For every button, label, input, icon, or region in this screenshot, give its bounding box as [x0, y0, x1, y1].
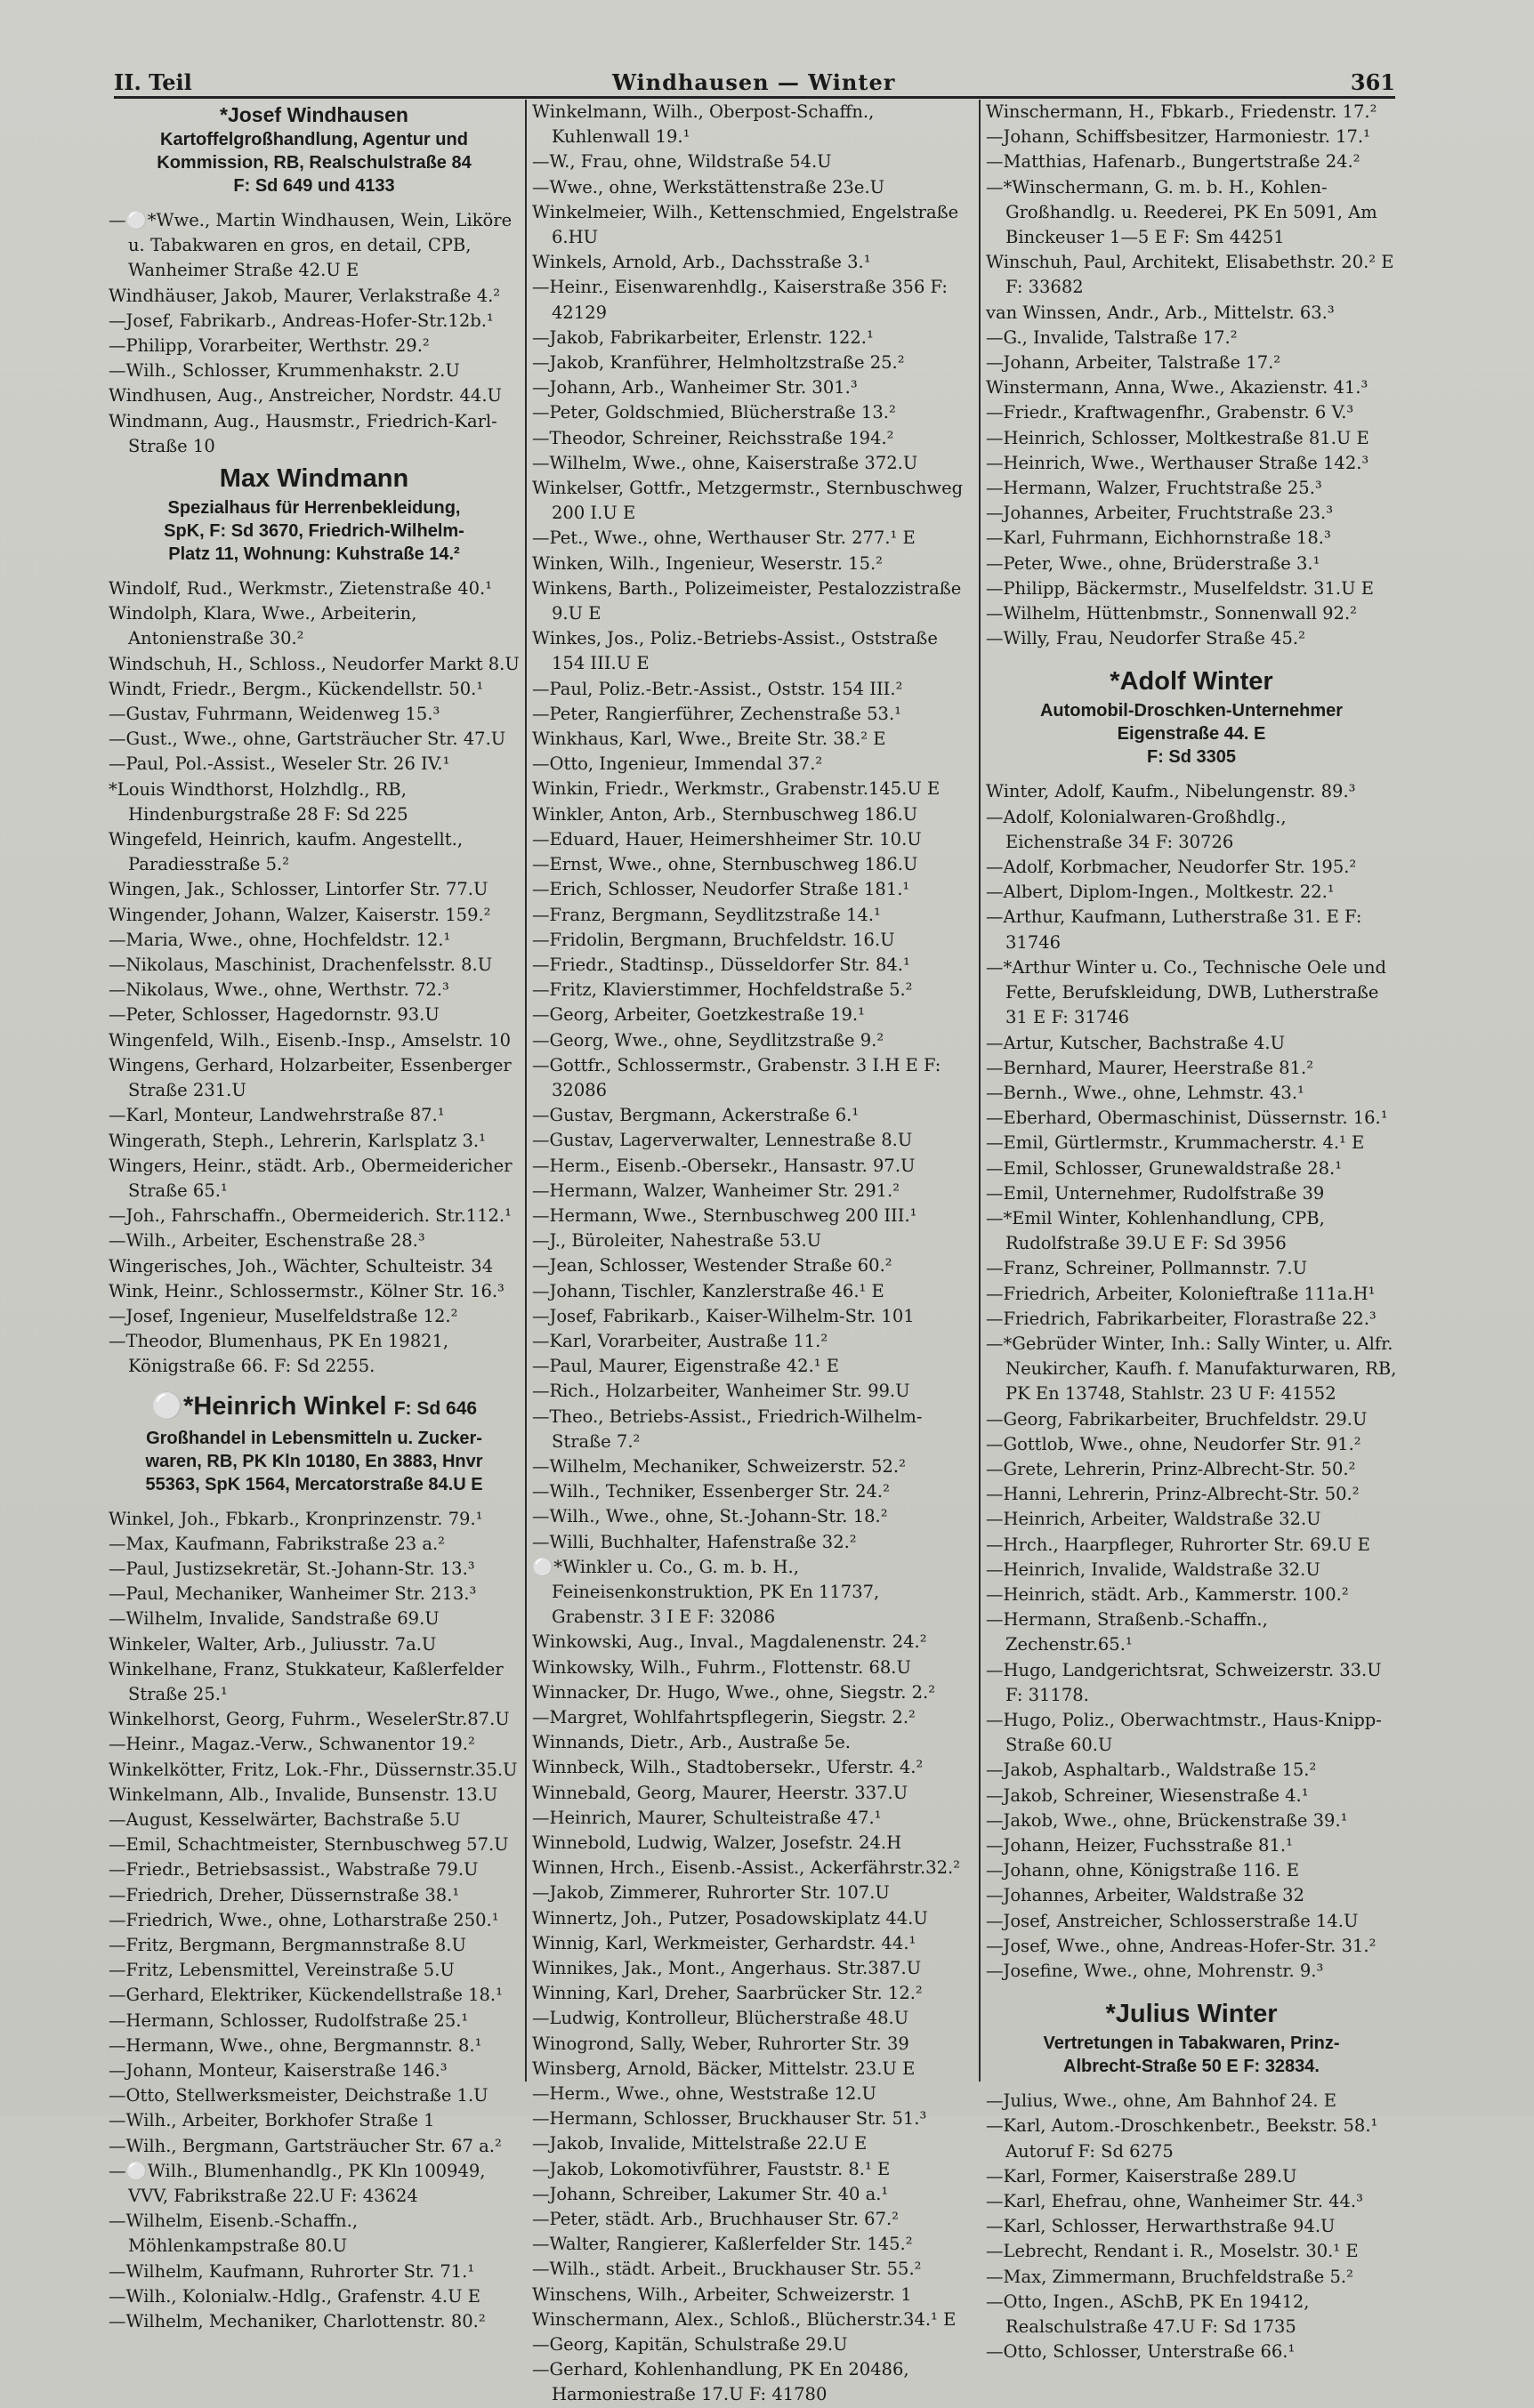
directory-entry: Wingerisches, Joh., Wächter, Schulteistr. 34: [109, 1255, 494, 1276]
directory-entry: —Emil, Schlosser, Grunewaldstraße 28.¹: [986, 1157, 1343, 1179]
directory-entry: —Johann, Arb., Wanheimer Str. 301.³: [532, 377, 858, 399]
directory-entry: —Heinr., Eisenwarenhdlg., Kaiserstraße 356 F: 42129: [532, 277, 948, 323]
directory-entry: —Walter, Rangierer, Kaßlerfelder Str. 145.²: [532, 2234, 913, 2255]
directory-entry: Winschermann, H., Fbkarb., Friedenstr. 17.²: [986, 101, 1377, 122]
directory-entry: —Gustav, Fuhrmann, Weidenweg 15.³: [109, 704, 440, 725]
directory-entry: —Jakob, Asphaltarb., Waldstraße 15.²: [986, 1760, 1317, 1781]
directory-entry: Winkens, Barth., Polizeimeister, Pestalozzistraße 9.U E: [532, 577, 962, 624]
directory-entry: —Willi, Buchhalter, Hafenstraße 32.²: [532, 1531, 857, 1552]
directory-entry: —Georg, Kapitän, Schulstraße 29.U: [532, 2334, 848, 2356]
directory-entry: Winkowsky, Wilh., Fuhrm., Flottenstr. 68.U: [532, 1656, 911, 1678]
directory-entry: —W., Frau, ohne, Wildstraße 54.U: [532, 151, 832, 173]
directory-entry: —Gerhard, Elektriker, Kückendellstraße 18.¹: [109, 1985, 503, 2006]
directory-entry: Winkelser, Gottfr., Metzgermstr., Sternbuschweg 200 I.U E: [532, 478, 964, 524]
directory-entry: —Max, Zimmermann, Bruchfeldstraße 5.²: [986, 2266, 1353, 2287]
directory-entry: —G., Invalide, Talstraße 17.²: [986, 326, 1238, 348]
directory-entry: —Nikolaus, Maschinist, Drachenfelsstr. 8.U: [109, 954, 493, 976]
directory-entry: Wink, Heinr., Schlossermstr., Kölner Str. 16.³: [109, 1280, 505, 1301]
directory-entry: Winkelmann, Wilh., Oberpost-Schaffn., Kuhlenwall 19.¹: [532, 101, 875, 148]
directory-entry: —August, Kesselwärter, Bachstraße 5.U: [109, 1808, 461, 1830]
advert-line: F: Sd 3305: [1146, 747, 1237, 768]
directory-entry: —Karl, Former, Kaiserstraße 289.U: [986, 2165, 1297, 2187]
directory-entry: —Wilhelm, Invalide, Sandstraße 69.U: [109, 1608, 440, 1630]
directory-entry: —Johann, Schiffsbesitzer, Harmoniestr. 17.¹: [986, 126, 1370, 148]
directory-entry: —Hermann, Walzer, Fruchtstraße 25.³: [986, 478, 1322, 499]
directory-entry: —Gottlob, Wwe., ohne, Neudorfer Str. 91.²: [986, 1433, 1361, 1454]
directory-entry: Winkler, Anton, Arb., Sternbuschweg 186.U: [532, 803, 918, 825]
directory-entry: —Gust., Wwe., ohne, Gartsträucher Str. 47.U: [109, 729, 506, 750]
directory-entry: —Franz, Bergmann, Seydlitzstraße 14.¹: [532, 904, 881, 925]
directory-entry: Winkelmann, Alb., Invalide, Bunsenstr. 13.U: [109, 1784, 498, 1805]
directory-entry: —Heinrich, Wwe., Werthauser Straße 142.³: [986, 452, 1369, 473]
directory-entry: Winstermann, Anna, Wwe., Akazienstr. 41.³: [986, 377, 1368, 399]
column-divider: [979, 100, 981, 2082]
directory-entry: —Georg, Fabrikarbeiter, Bruchfeldstr. 29.U: [986, 1408, 1368, 1429]
directory-entry: —Friedrich, Wwe., ohne, Lotharstraße 250.¹: [109, 1909, 499, 1930]
directory-entry: —Wilhelm, Kaufmann, Ruhrorter Str. 71.¹: [109, 2260, 475, 2282]
directory-entry: Winkels, Arnold, Arb., Dachsstraße 3.¹: [532, 252, 871, 273]
directory-entry: Wingen, Jak., Schlosser, Lintorfer Str. 77.U: [109, 879, 488, 900]
directory-entry: Winschermann, Alex., Schloß., Blücherstr.34.¹ E: [532, 2308, 957, 2330]
directory-entry: Wingens, Gerhard, Holzarbeiter, Essenberger Straße 231.U: [109, 1054, 512, 1101]
directory-entry: Wingenfeld, Wilh., Eisenb.-Insp., Amselstr. 10: [109, 1029, 512, 1051]
directory-entry: —Karl, Fuhrmann, Eichhornstraße 18.³: [986, 528, 1331, 549]
directory-entry: Winkin, Friedr., Werkmstr., Grabenstr.145.U E: [532, 778, 941, 800]
directory-entry: —Hermann, Walzer, Wanheimer Str. 291.²: [532, 1180, 900, 1201]
directory-entry: —Franz, Schreiner, Pollmannstr. 7.U: [986, 1258, 1308, 1279]
directory-entry: —Matthias, Hafenarb., Bungertstraße 24.²: [986, 151, 1360, 173]
directory-entry: ⚪*Winkler u. Co., G. m. b. H., Feineisenkonstruktion, PK En 11737, Grabenstr. 3 I E F: 32086: [532, 1556, 880, 1628]
directory-entry: —Wilh., Bergmann, Gartsträucher Str. 67 a.²: [109, 2135, 502, 2156]
directory-entry: Windmann, Aug., Hausmstr., Friedrich-Karl-Straße 10: [109, 410, 497, 456]
directory-entry: Windolf, Rud., Werkmstr., Zietenstraße 40.¹: [109, 578, 493, 600]
directory-entry: —Julius, Wwe., ohne, Am Bahnhof 24. E: [986, 2090, 1336, 2112]
directory-entry: —Wilhelm, Hüttenbmstr., Sonnenwall 92.²: [986, 603, 1357, 624]
directory-entry: —Heinrich, städt. Arb., Kammerstr. 100.²: [986, 1583, 1349, 1605]
directory-entry: —⚪*Wwe., Martin Windhausen, Wein, Liköre u. Tabakwaren en gros, en detail, CPB, Wanheimer Straße 42.U E: [109, 210, 513, 281]
directory-entry: Winnebold, Ludwig, Walzer, Josefstr. 24.H: [532, 1832, 902, 1854]
directory-entry: —Wilh., Schlosser, Krummenhakstr. 2.U: [109, 360, 460, 382]
directory-entry: —Karl, Ehefrau, ohne, Wanheimer Str. 44.³: [986, 2191, 1363, 2212]
directory-entry: —Maria, Wwe., ohne, Hochfeldstr. 12.¹: [109, 929, 451, 950]
directory-entry: —Gustav, Bergmann, Ackerstraße 6.¹: [532, 1105, 860, 1126]
directory-entry: —Hermann, Schlosser, Rudolfstraße 25.¹: [109, 2009, 469, 2031]
directory-entry: —Hanni, Lehrerin, Prinz-Albrecht-Str. 50.²: [986, 1484, 1360, 1505]
directory-entry: —Peter, Goldschmied, Blücherstraße 13.²: [532, 402, 896, 423]
entry-list: [109, 208, 520, 459]
directory-entry: Winnebald, Georg, Maurer, Heerstr. 337.U: [532, 1782, 908, 1803]
directory-entry: Winnen, Hrch., Eisenb.-Assist., Ackerfährstr.32.²: [532, 1857, 961, 1879]
advert-line: Automobil-Droschken-Unternehmer: [1039, 701, 1344, 721]
advert-julius-winter: [986, 1996, 1397, 2078]
directory-entry: —Margret, Wohlfahrtspflegerin, Siegstr. 2.²: [532, 1707, 916, 1727]
directory-entry: —Georg, Arbeiter, Goetzkestraße 19.¹: [532, 1004, 865, 1026]
directory-entry: —Theo., Betriebs-Assist., Friedrich-Wilhelm-Straße 7.²: [532, 1405, 923, 1452]
directory-entry: —*Arthur Winter u. Co., Technische Oele und Fette, Berufskleidung, DWB, Lutherstraße 31 E F: 31746: [986, 956, 1387, 1028]
directory-entry: —Joh., Fahrschaffn., Obermeiderich. Str.112.¹: [109, 1205, 512, 1227]
directory-entry: —Georg, Wwe., ohne, Seydlitzstraße 9.²: [532, 1029, 884, 1051]
directory-entry: —Paul, Maurer, Eigenstraße 42.¹ E: [532, 1356, 840, 1377]
directory-entry: —Johann, ohne, Königstraße 116. E: [986, 1860, 1300, 1881]
directory-entry: —J., Büroleiter, Nahestraße 53.U: [532, 1230, 822, 1252]
directory-entry: Windt, Friedr., Bergm., Kückendellstr. 50.¹: [109, 678, 484, 699]
directory-entry: —Johann, Arbeiter, Talstraße 17.²: [986, 352, 1281, 374]
advert-name: *Josef Windhausen: [220, 103, 408, 126]
directory-entry: —Wilh., Wwe., ohne, St.-Johann-Str. 18.²: [532, 1506, 888, 1527]
directory-entry: —Josef, Wwe., ohne, Andreas-Hofer-Str. 31.²: [986, 1935, 1377, 1956]
directory-entry: —Wilh., Techniker, Essenberger Str. 24.²: [532, 1481, 890, 1502]
directory-entry: —Fridolin, Bergmann, Bruchfeldstr. 16.U: [532, 929, 895, 950]
directory-entry: —Willy, Frau, Neudorfer Straße 45.²: [986, 628, 1305, 649]
directory-entry: Wingefeld, Heinrich, kaufm. Angestellt., Paradiesstraße 5.²: [109, 829, 464, 875]
directory-entry: —Hugo, Landgerichtsrat, Schweizerstr. 33.U F: 31178.: [986, 1659, 1382, 1705]
entry-list: [532, 100, 972, 2408]
directory-entry: Windschuh, H., Schloss., Neudorfer Markt 8.U: [109, 653, 520, 674]
directory-entry: Wingender, Johann, Walzer, Kaiserstr. 159.²: [109, 904, 491, 925]
directory-entry: —Friedr., Kraftwagenfhr., Grabenstr. 6 V.³: [986, 402, 1354, 423]
directory-entry: —Hermann, Schlosser, Bruckhauser Str. 51.³: [532, 2108, 927, 2130]
directory-entry: Winkelkötter, Fritz, Lok.-Fhr., Düssernstr.35.U: [109, 1759, 518, 1780]
advert-line: F: Sd 649 und 4133: [233, 176, 395, 196]
directory-entry: —Herm., Eisenb.-Obersekr., Hansastr. 97.U: [532, 1155, 916, 1176]
directory-entry: —Jakob, Fabrikarbeiter, Erlenstr. 122.¹: [532, 326, 874, 348]
directory-entry: —Karl, Vorarbeiter, Austraße 11.²: [532, 1330, 828, 1351]
directory-entry: Winning, Karl, Dreher, Saarbrücker Str. 12.²: [532, 1983, 923, 2004]
entry-list: [986, 100, 1397, 651]
directory-entry: —Rich., Holzarbeiter, Wanheimer Str. 99.U: [532, 1381, 910, 1402]
directory-entry: —Friedr., Betriebsassist., Wabstraße 79.U: [109, 1859, 479, 1880]
directory-entry: —Herm., Wwe., ohne, Weststraße 12.U: [532, 2083, 876, 2105]
directory-entry: —Josef, Fabrikarb., Andreas-Hofer-Str.12b.¹: [109, 310, 494, 331]
directory-entry: —Wilhelm, Mechaniker, Charlottenstr. 80.²: [109, 2311, 486, 2332]
directory-entry: —Karl, Autom.-Droschkenbetr., Beekstr. 58.¹ Autoruf F: Sd 6275: [986, 2115, 1378, 2162]
advert-line: SpK, F: Sd 3670, Friedrich-Wilhelm-: [164, 521, 464, 542]
page-number: 361: [1350, 69, 1395, 95]
directory-entry: Winschens, Wilh., Arbeiter, Schweizerstr. 1: [532, 2283, 912, 2305]
directory-entry: —*Emil Winter, Kohlenhandlung, CPB, Rudolfstraße 39.U E F: Sd 3956: [986, 1207, 1325, 1254]
directory-entry: Winogrond, Sally, Weber, Ruhrorter Str. 39: [532, 2033, 909, 2054]
directory-entry: —Gottfr., Schlossermstr., Grabenstr. 3 I.H E F: 32086: [532, 1054, 941, 1100]
advert-line: Platz 11, Wohnung: Kuhstraße 14.²: [168, 544, 460, 565]
directory-entry: Winkelmeier, Wilh., Kettenschmied, Engelstraße 6.HU: [532, 201, 959, 248]
advert-name: ⚪*Heinrich Winkel: [150, 1391, 387, 1421]
directory-entry: —Fritz, Lebensmittel, Vereinstraße 5.U: [109, 1960, 455, 1981]
directory-entry: —Bernh., Wwe., ohne, Lehmstr. 43.¹: [986, 1082, 1304, 1103]
header-rule: [114, 96, 1395, 99]
directory-entry: —Heinr., Magaz.-Verw., Schwanentor 19.²: [109, 1734, 475, 1755]
directory-entry: —Wilh., Arbeiter, Borkhofer Straße 1: [109, 2110, 435, 2131]
directory-entry: —Wwe., ohne, Werkstättenstraße 23e.U: [532, 176, 885, 197]
directory-entry: —Friedrich, Fabrikarbeiter, Florastraße 22.³: [986, 1308, 1377, 1329]
directory-entry: —Hermann, Straßenb.-Schaffn., Zechenstr.65.¹: [986, 1609, 1268, 1655]
directory-entry: Winschuh, Paul, Architekt, Elisabethstr. 20.² E F: 33682: [986, 252, 1394, 298]
directory-entry: —Arthur, Kaufmann, Lutherstraße 31. E F: 31746: [986, 906, 1362, 953]
directory-entry: —Grete, Lehrerin, Prinz-Albrecht-Str. 50.²: [986, 1458, 1356, 1479]
directory-entry: —*Gebrüder Winter, Inh.: Sally Winter, u. Alfr. Neukircher, Kaufh. f. Manufakturwaren, RB, PK En 13748, Stahlstr. 23 U F: 41552: [986, 1333, 1397, 1405]
header-section: II. Teil: [114, 69, 192, 95]
directory-entry: —Max, Kaufmann, Fabrikstraße 23 a.²: [109, 1533, 445, 1554]
directory-entry: —Jakob, Kranführer, Helmholtzstraße 25.²: [532, 352, 905, 374]
directory-entry: —Artur, Kutscher, Bachstraße 4.U: [986, 1032, 1286, 1053]
directory-entry: —Heinrich, Arbeiter, Waldstraße 32.U: [986, 1509, 1321, 1530]
directory-entry: Windhusen, Aug., Anstreicher, Nordstr. 44.U: [109, 385, 502, 407]
directory-entry: —Josefine, Wwe., ohne, Mohrenstr. 9.³: [986, 1961, 1324, 1982]
directory-entry: —Emil, Gürtlermstr., Krummacherstr. 4.¹ E: [986, 1132, 1365, 1154]
directory-entry: —Karl, Schlosser, Herwarthstraße 94.U: [986, 2216, 1336, 2237]
advert-line: Vertretungen in Tabakwaren, Prinz-: [1043, 2034, 1340, 2054]
advert-heinrich-winkel: [109, 1389, 520, 1496]
directory-entry: —Fritz, Bergmann, Bergmannstraße 8.U: [109, 1934, 466, 1955]
directory-entry: —Gerhard, Kohlenhandlung, PK En 20486, Harmoniestraße 17.U F: 41780: [532, 2359, 909, 2405]
directory-entry: —Otto, Stellwerksmeister, Deichstraße 1.U: [109, 2085, 488, 2106]
directory-entry: —Hermann, Wwe., Sternbuschweg 200 III.¹: [532, 1204, 917, 1226]
directory-entry: —Jakob, Invalide, Mittelstraße 22.U E: [532, 2133, 868, 2154]
directory-entry: —Paul, Mechaniker, Wanheimer Str. 213.³: [109, 1583, 477, 1605]
directory-entry: —Wilh., städt. Arbeit., Bruckhauser Str. 55.²: [532, 2259, 922, 2280]
directory-entry: Winnacker, Dr. Hugo, Wwe., ohne, Siegstr. 2.²: [532, 1681, 936, 1703]
directory-entry: Windhäuser, Jakob, Maurer, Verlakstraße 4.²: [109, 285, 501, 306]
directory-entry: Winnands, Dietr., Arb., Austraße 5e.: [532, 1732, 851, 1753]
directory-entry: —Jakob, Schreiner, Wiesenstraße 4.¹: [986, 1784, 1309, 1806]
directory-entry: —Johann, Monteur, Kaiserstraße 146.³: [109, 2060, 448, 2081]
directory-entry: —Johann, Schreiber, Lakumer Str. 40 a.¹: [532, 2183, 889, 2204]
directory-entry: —Jakob, Lokomotivführer, Fauststr. 8.¹ E: [532, 2158, 891, 2179]
directory-entry: —Adolf, Korbmacher, Neudorfer Str. 195.²: [986, 857, 1357, 878]
directory-entry: Wingers, Heinr., städt. Arb., Obermeidericher Straße 65.¹: [109, 1155, 513, 1201]
advert-line: Eigenstraße 44. E: [1117, 724, 1266, 745]
directory-entry: —Philipp, Bäckermstr., Muselfeldstr. 31.U E: [986, 577, 1374, 599]
directory-entry: —Pet., Wwe., ohne, Werthauser Str. 277.¹ E: [532, 528, 916, 549]
directory-entry: —Adolf, Kolonialwaren-Großhdlg., Eichenstraße 34 F: 30726: [986, 806, 1287, 852]
directory-entry: —Bernhard, Maurer, Heerstraße 81.²: [986, 1057, 1314, 1078]
directory-entry: —Josef, Ingenieur, Muselfeldstraße 12.²: [109, 1305, 458, 1326]
advert-max-windmann: [109, 461, 520, 566]
advert-phone: F: Sd 646: [393, 1397, 478, 1419]
directory-entry: Winkowski, Aug., Inval., Magdalenenstr. 24.²: [532, 1631, 927, 1653]
directory-entry: —Johannes, Arbeiter, Fruchtstraße 23.³: [986, 503, 1334, 524]
advert-adolf-winter: [986, 664, 1397, 769]
directory-entry: —Nikolaus, Wwe., ohne, Werthstr. 72.³: [109, 979, 449, 1001]
directory-entry: Winsberg, Arnold, Bäcker, Mittelstr. 23.U E: [532, 2058, 916, 2079]
directory-entry: Winter, Adolf, Kaufm., Nibelungenstr. 89.³: [986, 781, 1356, 802]
directory-entry: —Peter, Wwe., ohne, Brüderstraße 3.¹: [986, 552, 1320, 574]
directory-entry: —Otto, Schlosser, Unterstraße 66.¹: [986, 2341, 1296, 2363]
directory-entry: —Albert, Diplom-Ingen., Moltkestr. 22.¹: [986, 882, 1335, 903]
directory-entry: *Louis Windthorst, Holzhdlg., RB, Hindenburgstraße 28 F: Sd 225: [109, 778, 408, 825]
directory-entry: —Wilhelm, Mechaniker, Schweizerstr. 52.²: [532, 1455, 906, 1477]
directory-entry: Winkhaus, Karl, Wwe., Breite Str. 38.² E: [532, 729, 886, 750]
directory-entry: —Otto, Ingen., ASchB, PK En 19412, Realschulstraße 47.U F: Sd 1735: [986, 2291, 1310, 2338]
directory-entry: —Emil, Unternehmer, Rudolfstraße 39: [986, 1182, 1325, 1204]
advert-name: *Julius Winter: [1105, 2000, 1278, 2029]
advert-line: waren, RB, PK Kln 10180, En 3883, Hnvr: [145, 1451, 483, 1471]
directory-entry: —Friedrich, Dreher, Düssernstraße 38.¹: [109, 1884, 460, 1905]
directory-entry: Winnig, Karl, Werkmeister, Gerhardstr. 44.¹: [532, 1932, 916, 1953]
directory-entry: Winnertz, Joh., Putzer, Posadowskiplatz 44.U: [532, 1907, 928, 1929]
directory-entry: —Johannes, Arbeiter, Waldstraße 32: [986, 1885, 1304, 1906]
directory-entry: —Johann, Heizer, Fuchsstraße 81.¹: [986, 1835, 1293, 1856]
directory-entry: —Eberhard, Obermaschinist, Düssernstr. 16.¹: [986, 1107, 1388, 1129]
column-3: [986, 100, 1397, 2363]
entry-list: [109, 576, 520, 1380]
directory-entry: —Josef, Anstreicher, Schlosserstraße 14.U: [986, 1910, 1359, 1931]
advert-line: Albrecht-Straße 50 E F: 32834.: [1063, 2057, 1320, 2077]
directory-entry: —Friedr., Stadtinsp., Düsseldorfer Str. 84.¹: [532, 954, 910, 975]
directory-entry: —Wilhelm, Eisenb.-Schaffn., Möhlenkampstraße 80.U: [109, 2211, 359, 2257]
directory-entry: Wingerath, Steph., Lehrerin, Karlsplatz 3.¹: [109, 1130, 486, 1151]
header-range: Windhausen — Winter: [612, 69, 896, 95]
directory-entry: Winkel, Joh., Fbkarb., Kronprinzenstr. 79.¹: [109, 1508, 483, 1529]
directory-entry: van Winssen, Andr., Arb., Mittelstr. 63.³: [986, 302, 1335, 323]
directory-entry: —Ernst, Wwe., ohne, Sternbuschweg 186.U: [532, 854, 918, 875]
entry-list: [986, 779, 1397, 1984]
directory-entry: —Lebrecht, Rendant i. R., Moselstr. 30.¹ E: [986, 2241, 1359, 2262]
directory-entry: —Jakob, Zimmerer, Ruhrorter Str. 107.U: [532, 1882, 890, 1904]
directory-entry: —Peter, städt. Arb., Bruchhauser Str. 67.²: [532, 2209, 900, 2230]
directory-entry: —*Winschermann, G. m. b. H., Kohlen-Großhandlg. u. Reederei, PK En 5091, Am Binckeuser 1—5 E F: Sm 44251: [986, 176, 1377, 248]
advert-line: Spezialhaus für Herrenbekleidung,: [167, 498, 461, 519]
directory-entry: —Johann, Tischler, Kanzlerstraße 46.¹ E: [532, 1280, 884, 1301]
directory-entry: —Peter, Schlosser, Hagedornstr. 93.U: [109, 1004, 440, 1026]
directory-entry: —Paul, Poliz.-Betr.-Assist., Oststr. 154 III.²: [532, 678, 903, 699]
directory-entry: Windolph, Klara, Wwe., Arbeiterin, Antonienstraße 30.²: [109, 603, 417, 649]
directory-entry: Winkeler, Walter, Arb., Juliusstr. 7a.U: [109, 1633, 437, 1655]
directory-entry: Winnbeck, Wilh., Stadtobersekr., Uferstr. 4.²: [532, 1757, 924, 1778]
directory-entry: —Hrch., Haarpfleger, Ruhrorter Str. 69.U E: [986, 1534, 1370, 1555]
directory-entry: —Josef, Fabrikarb., Kaiser-Wilhelm-Str. 101: [532, 1305, 915, 1326]
directory-entry: —Theodor, Blumenhaus, PK En 19821, Königstraße 66. F: Sd 2255.: [109, 1331, 449, 1377]
directory-entry: —Paul, Pol.-Assist., Weseler Str. 26 IV.¹: [109, 753, 450, 775]
column-2: [532, 100, 972, 2405]
advert-name: Max Windmann: [219, 464, 409, 494]
directory-entry: —Jakob, Wwe., ohne, Brückenstraße 39.¹: [986, 1809, 1348, 1831]
column-1: [109, 100, 520, 2332]
entry-list: [986, 2089, 1397, 2364]
advert-line: Kartoffelgroßhandlung, Agentur und: [160, 130, 468, 149]
directory-entry: —Fritz, Klavierstimmer, Hochfeldstraße 5.²: [532, 979, 913, 1001]
directory-entry: Winkelhane, Franz, Stukkateur, Kaßlerfelder Straße 25.¹: [109, 1658, 504, 1704]
entry-list: [109, 1507, 520, 2335]
directory-entry: —Erich, Schlosser, Neudorfer Straße 181.¹: [532, 879, 910, 900]
directory-entry: —⚪Wilh., Blumenhandlg., PK Kln 100949, VVV, Fabrikstraße 22.U F: 43624: [109, 2160, 486, 2207]
directory-entry: —Philipp, Vorarbeiter, Werthstr. 29.²: [109, 335, 430, 357]
directory-entry: —Hugo, Poliz., Oberwachtmstr., Haus-Knipp-Straße 60.U: [986, 1709, 1382, 1756]
directory-entry: —Peter, Rangierführer, Zechenstraße 53.¹: [532, 703, 901, 724]
column-divider: [525, 100, 527, 2082]
directory-entry: —Wilhelm, Wwe., ohne, Kaiserstraße 372.U: [532, 452, 918, 473]
directory-entry: —Hermann, Wwe., ohne, Bergmannstr. 8.¹: [109, 2034, 482, 2056]
advert-line: 55363, SpK 1564, Mercatorstraße 84.U E: [145, 1474, 483, 1494]
directory-entry: —Ludwig, Kontrolleur, Blücherstraße 48.U: [532, 2008, 909, 2029]
directory-entry: —Emil, Schachtmeister, Sternbuschweg 57.U: [109, 1834, 509, 1856]
directory-entry: Winkes, Jos., Poliz.-Betriebs-Assist., Oststraße 154 III.U E: [532, 628, 938, 674]
directory-entry: —Jean, Schlosser, Westender Straße 60.²: [532, 1255, 892, 1276]
directory-entry: —Gustav, Lagerverwalter, Lennestraße 8.U: [532, 1130, 913, 1151]
directory-entry: —Heinrich, Maurer, Schulteistraße 47.¹: [532, 1807, 882, 1828]
directory-entry: Winken, Wilh., Ingenieur, Weserstr. 15.²: [532, 552, 883, 574]
advert-line: Kommission, RB, Realschulstraße 84: [157, 153, 472, 173]
advert-name: *Adolf Winter: [1110, 667, 1273, 697]
advert-line: Großhandel in Lebensmitteln u. Zucker-: [146, 1428, 482, 1448]
directory-entry: —Wilh., Arbeiter, Eschenstraße 28.³: [109, 1230, 425, 1252]
directory-entry: —Heinrich, Schlosser, Moltkestraße 81.U E: [986, 427, 1369, 448]
directory-entry: —Karl, Monteur, Landwehrstraße 87.¹: [109, 1105, 445, 1126]
directory-entry: —Wilh., Kolonialw.-Hdlg., Grafenstr. 4.U E: [109, 2285, 480, 2307]
directory-entry: Winnikes, Jak., Mont., Angerhaus. Str.387.U: [532, 1958, 922, 1979]
directory-entry: —Otto, Ingenieur, Immendal 37.²: [532, 753, 823, 775]
directory-entry: —Theodor, Schreiner, Reichsstraße 194.²: [532, 427, 894, 448]
directory-entry: Winkelhorst, Georg, Fuhrm., WeselerStr.87.U: [109, 1709, 510, 1730]
directory-entry: —Friedrich, Arbeiter, Kolonieftraße 111a.H¹: [986, 1283, 1376, 1304]
directory-entry: —Paul, Justizsekretär, St.-Johann-Str. 13.³: [109, 1558, 475, 1579]
directory-entry: —Eduard, Hauer, Heimershheimer Str. 10.U: [532, 828, 922, 850]
directory-entry: —Heinrich, Invalide, Waldstraße 32.U: [986, 1558, 1320, 1580]
advert-josef-windhausen: [109, 101, 520, 197]
